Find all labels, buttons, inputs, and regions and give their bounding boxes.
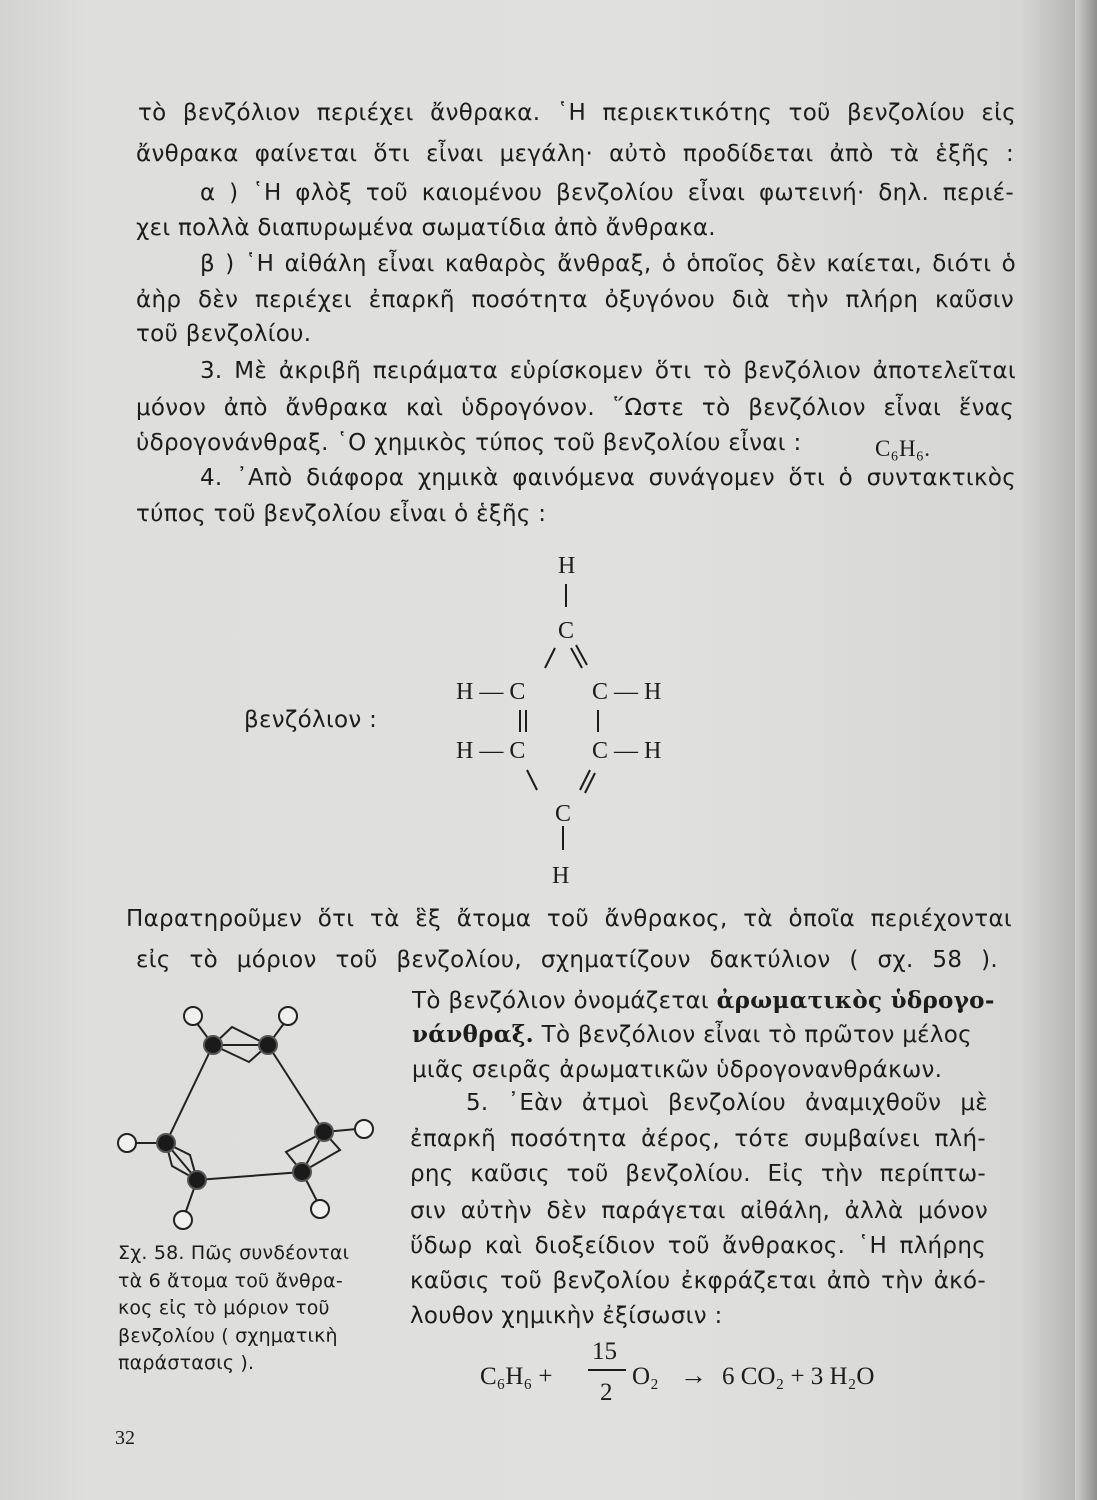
caption-line5: παράστασις ). [118,1352,255,1374]
row-left-2: H — C [456,738,526,764]
para5-line4: σιν αὐτὴν δὲν παράγεται αἰθάλη, ἀλλὰ μόνον [410,1198,988,1224]
aromatic-line3: μιᾶς σειρᾶς ἀρωματικῶν ὑδρογονανθράκων. [412,1057,943,1083]
aromatic-pre: Τὸ βενζόλιον ὀνομάζεται [412,988,717,1014]
carbon-atom [259,1036,277,1054]
para-obs-line2: εἰς τὸ μόριον τοῦ βενζολίου, σχηματίζουν δακτύλιον ( σχ. 58 ). [136,947,998,973]
formula-c6h6: C₆H₆. [875,436,931,461]
hydrogen-atom [118,1134,136,1152]
caption-line1: Σχ. 58. Πῶς συνδέονται [118,1242,350,1264]
eq-numerator: 15 [592,1338,617,1365]
para5-line6: καῦσις τοῦ βενζολίου ἐκφράζεται ἀπὸ τὴν ἀκό- [410,1268,986,1294]
item-b-line3: τοῦ βενζολίου. [136,321,312,347]
caption-line3: κος εἰς τὸ μόριον τοῦ [118,1297,330,1319]
para1-line1: τὸ βενζόλιον περιέχει ἄνθρακα. ῾Η περιεκτικότης τοῦ βενζολίου εἰς [138,100,1016,126]
para4-line1: 4. ᾿Απὸ διάφορα χημικὰ φαινόμενα συνάγομεν ὅτι ὁ συντακτικὸς [200,465,1016,491]
carbon-atom [204,1036,222,1054]
eq-denominator: 2 [600,1379,613,1406]
figure-caption [118,1240,380,1378]
carbon-atom [188,1171,206,1189]
item-b-line2: ἀὴρ δὲν περιέχει ἐπαρκῆ ποσότητα ὀξυγόνου διὰ τὴν πλήρη καῦσιν [136,287,1014,313]
carbon-atom [157,1134,175,1152]
ring-outline [166,1045,324,1180]
eq-products: 6 CO₂ + 3 H₂O [722,1363,875,1390]
para5-line5: ὕδωρ καὶ διοξείδιον τοῦ ἄνθρακος. ῾Η πλήρης [410,1233,986,1259]
item-a-line1: α ) ῾Η φλὸξ τοῦ καιομένου βενζολίου εἶναι φωτεινή· δηλ. περιέ- [200,180,1014,206]
eq-o2: O₂ [632,1363,659,1390]
item-b-line1: β ) ῾Η αἰθάλη εἶναι καθαρὸς ἄνθραξ, ὁ ὁποῖος δὲν καίεται, διότι ὁ [200,251,1016,277]
hydrogen-atom [355,1120,373,1138]
para3-line2: μόνον ἀπὸ ἄνθρακα καὶ ὑδρογόνον. ῞Ωστε τὸ βενζόλιον εἶναι ἕνας [136,395,1014,421]
eq-arrow: → [680,1360,707,1390]
item-a-line2: χει πολλὰ διαπυρωμένα σωματίδια ἀπὸ ἄνθρακα. [136,215,716,241]
atom-h-bottom: H [552,863,570,889]
atom-c-top: C [558,618,575,644]
para3-line3: ὑδρογονάνθραξ. ῾Ο χημικὸς τύπος τοῦ βενζολίου εἶναι : [136,430,802,456]
atom-h-top: H [558,553,576,579]
row-right-2: C — H [592,738,662,764]
carbon-atom [315,1123,333,1141]
row-right-1: C — H [592,679,662,705]
para3-line1: 3. Μὲ ἀκριβῆ πειράματα εὑρίσκομεν ὅτι τὸ βενζόλιον ἀποτελεῖται [200,358,1016,384]
para5-line2: ἐπαρκῆ ποσότητα ἀέρος, τότε συμβαίνει πλή- [410,1126,986,1152]
para5-line7: λουθον χημικὴν ἐξίσωσιν : [410,1303,723,1329]
para-obs-line1: Παρατηροῦμεν ὅτι τὰ ἓξ ἄτομα τοῦ ἄνθρακος, τὰ ὁποῖα περιέχονται [126,906,1012,932]
para1-line2: ἄνθρακα φαίνεται ὅτι εἶναι μεγάλη· αὐτὸ προδίδεται ἀπὸ τὰ ἑξῆς : [136,141,1014,167]
hydrogen-atom [174,1211,192,1229]
aromatic-post: Τὸ βενζόλιον εἶναι τὸ πρῶτον μέλος [533,1022,972,1048]
caption-line4: βενζολίου ( σχηματικὴ [118,1324,338,1347]
aromatic-bold-term: ἀρωματικὸς ὑδρογο- [716,987,995,1014]
caption-line2: τὰ 6 ἄτομα τοῦ ἄνθρα- [118,1269,343,1292]
para5-line1: 5. ᾿Εὰν ἀτμοὶ βενζολίου ἀναμιχθοῦν μὲ [466,1090,988,1116]
para4-line2: τύπος τοῦ βενζολίου εἶναι ὁ ἑξῆς : [136,501,547,527]
atom-c-bottom: C [555,801,572,827]
hydrogen-atom [311,1200,329,1218]
hydrogen-atom [279,1007,297,1025]
benzene-label: βενζόλιον : [244,707,378,733]
row-left-1: H — C [456,679,526,705]
para5-line3: ρης καῦσις τοῦ βενζολίου. Εἰς τὴν περίπτω- [410,1161,986,1187]
eq-reactant: C₆H₆ + [480,1363,553,1390]
page-number: 32 [115,1427,135,1449]
hydrogen-atom [184,1007,202,1025]
carbon-atom [293,1163,311,1181]
aromatic-bold-term-end: νάνθραξ. [412,1021,534,1048]
